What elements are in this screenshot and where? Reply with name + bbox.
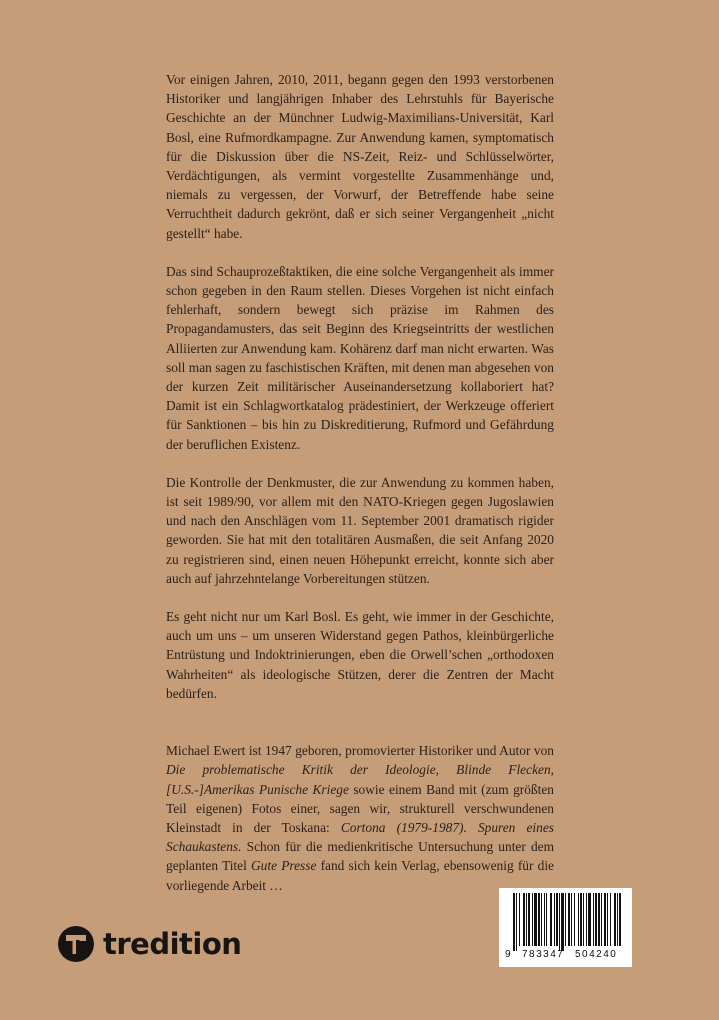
barcode-bar [588,893,591,946]
bio-title-4: Cortona (1979-1987). Spuren eines Schaukastens. [166,819,554,855]
barcode-bar [556,893,558,946]
bio-title-3: [U.S.-]Amerikas Punische Kriege [166,781,349,797]
back-cover-text [166,70,554,914]
paragraph-2: Das sind Schauprozeßtaktiken, die eine solche Vergangenheit als immer schon gegeben in den Raum stellen. Dieses Vorgehen ist nicht einfach fehlerhaft, sondern bewegt sich präzise im Rahmen des Propagandamusters, das seit Beginn des Kriegseintritts der westlichen Alliierten zur Anwendung kam. Kohärenz darf man nicht erwarten. Was soll man sagen zu faschistischen Kräften, mit denen man abgesehen von der kurzen Zeit militärischer Auseinandersetzung kollaboriert hat? Damit ist ein Schlagwortkatalog prädestiniert, der Werkzeuge offeriert für Sanktionen – bis hin zu Diskreditierung, Rufmord und Gefährdung der beruflichen Existenz. [166,263,554,452]
publisher-name: tredition [103,927,242,961]
isbn-barcode [499,888,632,967]
barcode-bar [607,893,608,946]
bio-text-5: Schon für die medienkritische Untersuchung unter dem geplanten Titel [166,839,554,874]
barcode-bar [534,893,537,946]
barcode-bar [574,893,575,946]
barcode-bar [546,893,547,946]
bio-text-2: , [435,762,457,778]
barcode-bar [523,893,525,946]
barcode-right-digits: 504240 [575,949,618,960]
barcode-bar [559,893,560,951]
barcode-bar [528,893,530,946]
barcode-bar [554,893,555,946]
barcode-bar [532,893,533,946]
barcode-bar [583,893,584,946]
barcode-bar [565,893,566,946]
barcode-bar [571,893,572,946]
barcode-bar [586,893,587,946]
barcode-bar [561,893,564,951]
barcode-bar [610,893,611,946]
barcode-bar [513,893,515,951]
bio-text-1: Michael Ewert ist 1947 geboren, promovierter Historiker und Autor von [166,743,554,759]
bio-title-5: Gute Presse [250,858,317,874]
bio-text-3: , [550,762,555,778]
publisher-logo [58,924,241,964]
bio-text-4: sowie einem Band mit (zum größten Teil eigenen) Fotos einer, sagen wir, strukturell verschwundenen Kleinstadt in der Toskana: [166,781,554,835]
barcode-bar [516,893,517,951]
barcode-bar [519,893,520,946]
tredition-logo-icon [58,926,94,962]
barcode-left-digits: 783347 [522,949,565,960]
barcode-bar [619,893,621,946]
paragraph-3: Die Kontrolle der Denkmuster, die zur Anwendung zu kommen haben, ist seit 1989/90, vor allem mit den NATO-Kriegen gegen Jugoslawien und nach den Anschlägen vom 11. September 2001 dramatisch rigider geworden. Sie hat mit den totalitären Ausmaßen, die seit Anfang 2020 zu registrieren sind, einen neuen Höhepunkt erreicht, konnte sich aber auch auf jahrzehntelange Vorbereitungen stützen. [166,474,554,586]
bio-title-1: Die problematische Kritik der Ideologie [166,762,436,778]
barcode-bar [544,893,545,946]
barcode-bar [593,893,594,946]
barcode-bar [604,893,606,946]
bio-title-2: Blinde Flecken [456,762,551,778]
author-bio [166,741,554,895]
barcode-bar [580,893,582,946]
barcode-bar [601,893,602,946]
barcode-bar [550,893,552,946]
barcode-bar [578,893,579,946]
barcode-bar [526,893,527,946]
barcode-bar [617,893,618,946]
paragraph-1: Vor einigen Jahren, 2010, 2011, begann gegen den 1993 verstorbenen Historiker und langjährigen Inhaber des Lehrstuhls für Bayerische Geschichte an der Münchner Ludwig-Maximilians-Universität, Karl Bosl, eine Rufmordkampagne. Zur Anwendung kamen, symptomatisch für die Diskussion über die NS-Zeit, Reiz- und Schlüsselwörter, Verdächtigungen, als vermint vorgestellte Zusammenhänge und, niemals zu vergessen, der Vorwurf, der Betreffende habe seine Verruchtheit dadurch gekrönt, daß er sich seiner Vergangenheit „nicht gestellt“ habe. [166,72,554,241]
paragraph-4: Es geht nicht nur um Karl Bosl. Es geht, wie immer in der Geschichte, auch um uns – um unseren Widerstand gegen Pathos, kleinbürgerliche Entrüstung und Indoktrinierungen, eben die Orwell’schen „orthodoxen Wahrheiten“ als ideologische Stützen, derer die Zentren der Macht bedürfen. [166,609,554,701]
barcode-bar [568,893,570,946]
barcode-bar [541,893,542,946]
barcode-bar [595,893,597,946]
barcode-first-digit: 9 [505,949,511,960]
barcode-bar [614,893,616,946]
bio-text-6: fand sich kein Verlag, ebensowenig für die vorliegende Arbeit … [166,858,554,893]
barcode-bar [538,893,540,946]
barcode-bar [598,893,600,946]
